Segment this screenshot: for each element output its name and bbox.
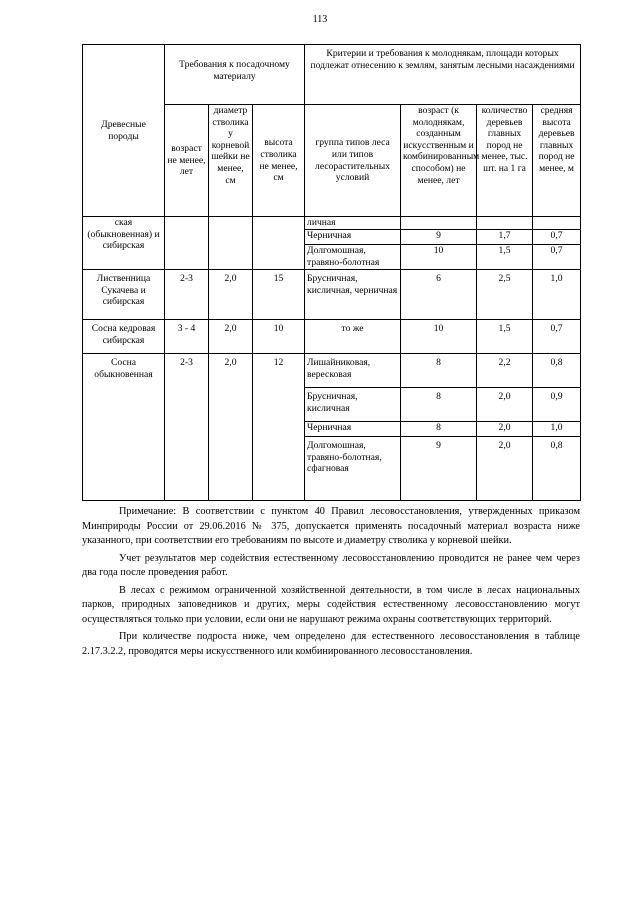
age-cell (165, 217, 209, 270)
count-cell: 1,5 (477, 320, 533, 354)
young-age-cell: 10 (401, 245, 477, 270)
age-cell: 2-3 (165, 354, 209, 501)
forest-type-cell: Долгомошная, травяно-болотная (305, 245, 401, 270)
requirements-table (82, 44, 581, 501)
header-forest-type: группа типов леса или типов лесорастительных условий (305, 105, 401, 217)
header-planting-group: Требования к посадочному материалу (165, 45, 305, 105)
count-cell: 2,2 (477, 354, 533, 388)
age-cell: 3 - 4 (165, 320, 209, 354)
species-cell: Сосна кедровая сибирская (83, 320, 165, 354)
forest-type-cell: то же (305, 320, 401, 354)
young-age-cell: 8 (401, 422, 477, 437)
age-cell: 2-3 (165, 270, 209, 320)
forest-type-cell: Лишайниковая, вересковая (305, 354, 401, 388)
table-row (83, 270, 581, 320)
forest-type-cell: Брусничная, кисличная, черничная (305, 270, 401, 320)
count-cell: 2,5 (477, 270, 533, 320)
header-diameter: диаметр стволика у корневой шейки не менее, см (209, 105, 253, 217)
note-paragraph: При количестве подроста ниже, чем определено для естественного лесовосстановления в таблице 2.17.3.2.2, проводятся меры искусственного или комбинированного лесовосстановления. (82, 631, 580, 657)
table-row (83, 354, 581, 388)
young-age-cell: 8 (401, 388, 477, 422)
note-paragraph: В лесах с режимом ограниченной хозяйственной деятельности, в том числе в лесах национальных парков, природных заповедников и других, меры содействия естественному лесовосстановлению могут осуществляться только при условии, если они не нарушают режима охраны соответствующих территорий. (82, 584, 580, 625)
young-age-cell: 8 (401, 354, 477, 388)
count-cell (477, 217, 533, 230)
header-young-group: Критерии и требования к молоднякам, площади которых подлежат отнесению к землям, занятым лесными насаждениями (305, 45, 581, 105)
young-age-cell: 9 (401, 230, 477, 245)
height-cell (253, 217, 305, 270)
count-cell: 2,0 (477, 422, 533, 437)
count-cell: 1,7 (477, 230, 533, 245)
avg-height-cell (533, 217, 581, 230)
diameter-cell: 2,0 (209, 354, 253, 501)
avg-height-cell: 1,0 (533, 422, 581, 437)
page-number: 113 (312, 14, 328, 25)
forest-type-cell: Черничная (305, 230, 401, 245)
young-age-cell: 6 (401, 270, 477, 320)
avg-height-cell: 0,8 (533, 354, 581, 388)
note-paragraph: Примечание: В соответствии с пунктом 40 Правил лесовосстановления, утвержденных приказом Минприроды России от 29.06.2016 № 375, допускается применять посадочный материал возраста ниже указанного, при соответствии его требованиям по высоте и диаметру стволика у корневой шейки. (82, 506, 580, 546)
height-cell: 15 (253, 270, 305, 320)
forest-type-cell: Черничная (305, 422, 401, 437)
header-height: высота стволика не менее, см (253, 105, 305, 217)
avg-height-cell: 0,7 (533, 230, 581, 245)
height-cell: 10 (253, 320, 305, 354)
header-age-min: возраст не менее, лет (165, 105, 209, 217)
height-cell: 12 (253, 354, 305, 501)
diameter-cell (209, 217, 253, 270)
young-age-cell: 9 (401, 437, 477, 501)
count-cell: 1,5 (477, 245, 533, 270)
header-avg-height: средняя высота деревьев главных пород не менее, м (533, 105, 581, 217)
notes-section (82, 505, 580, 662)
young-age-cell: 10 (401, 320, 477, 354)
note-paragraph: Учет результатов мер содействия естественному лесовосстановлению проводится не ранее чем через два года после проведения работ. (82, 552, 580, 578)
header-tree-count: количество деревьев главных пород не менее, тыс. шт. на 1 га (477, 105, 533, 217)
header-young-age: возраст (к молоднякам, созданным искусственным и комбинированным способом) не менее, лет (401, 105, 477, 217)
header-row-1 (83, 45, 581, 105)
young-age-cell (401, 217, 477, 230)
species-cell: ская (обыкновенная) и сибирская (83, 217, 165, 270)
diameter-cell: 2,0 (209, 270, 253, 320)
forest-type-cell: личная (305, 217, 401, 230)
count-cell: 2,0 (477, 388, 533, 422)
header-species: Древесные породы (83, 45, 165, 217)
forest-type-cell: Брусничная, кисличная (305, 388, 401, 422)
avg-height-cell: 0,9 (533, 388, 581, 422)
avg-height-cell: 0,7 (533, 245, 581, 270)
table-row (83, 320, 581, 354)
count-cell: 2,0 (477, 437, 533, 501)
avg-height-cell: 0,8 (533, 437, 581, 501)
diameter-cell: 2,0 (209, 320, 253, 354)
forest-type-cell: Долгомошная, травяно-болотная, сфагновая (305, 437, 401, 501)
table-row (83, 217, 581, 230)
avg-height-cell: 1,0 (533, 270, 581, 320)
avg-height-cell: 0,7 (533, 320, 581, 354)
species-cell: Сосна обыкновенная (83, 354, 165, 501)
species-cell: Лиственница Сукачева и сибирская (83, 270, 165, 320)
